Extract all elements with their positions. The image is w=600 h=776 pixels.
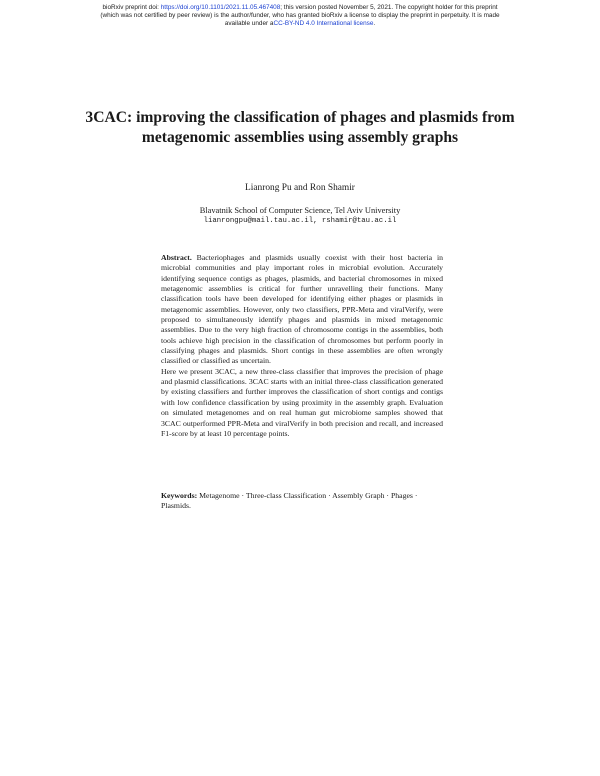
keywords-text: Metagenome · Three-class Classification · Assembly Graph · Phages · Plasmids. [161, 491, 418, 511]
affiliation: Blavatnik School of Computer Science, Tel Aviv University [199, 206, 401, 215]
paper-title: 3CAC: improving the classification of phages and plasmids from metagenomic assemblies using assembly graphs [85, 109, 515, 146]
abstract [161, 253, 443, 439]
preprint-banner [0, 4, 600, 28]
banner-prefix: bioRxiv preprint doi: [102, 4, 161, 11]
abstract-label: Abstract. [161, 253, 192, 262]
abstract-paragraph-1 [161, 253, 443, 367]
banner-middle: ; this version posted November 5, 2021. The copyright holder for this preprint [280, 4, 498, 11]
banner-line-3 [0, 20, 600, 28]
author-emails: lianrongpu@mail.tau.ac.il, rshamir@tau.ac.il [203, 217, 397, 225]
doi-link[interactable]: https://doi.org/10.1101/2021.11.05.467408 [160, 4, 281, 11]
banner-line-2: (which was not certified by peer review) is the author/funder, who has granted bioRxiv a license to display the preprint in perpetuity. It is made [100, 12, 500, 19]
keywords [161, 491, 443, 512]
authors: Lianrong Pu and Ron Shamir [245, 183, 355, 193]
abstract-text-1: Bacteriophages and plasmids usually coexist with their host bacteria in microbial communities and play important roles in microbial evolution. Accurately identifying sequence contigs as phages, plasmids, and bacterial chromosomes in mixed metagenomic assemblies is critical for further unravelling their functions. Many classification tools have been developed for identifying either phages or plasmids in metagenomic assemblies. However, only two classifiers, PPR-Meta and viralVerify, were proposed to simultaneously identify phages and plasmids in mixed metagenomic assemblies. Due to the very high fraction of chromosome contigs in the assemblies, both tools achieve high precision in the classification of chromosomes but perform poorly in classifying phages and plasmids. Short contigs in these assemblies are often wrongly classified or classified as uncertain. [161, 253, 443, 366]
abstract-paragraph-2: Here we present 3CAC, a new three-class classifier that improves the precision of phage and plasmid classifications. 3CAC starts with an initial three-class classification generated by existing classifiers and further improves the classification of short contigs and contigs with low confidence classification by using proximity in the assembly graph. Evaluation on simulated metagenomes and on real human gut microbiome samples showed that 3CAC outperformed PPR-Meta and viralVerify in both precision and recall, and increased F1-score by at least 10 percentage points. [161, 366, 443, 438]
banner-line3-suffix: . [373, 20, 376, 27]
banner-line3-prefix: available under a [224, 20, 274, 27]
license-link[interactable]: CC-BY-ND 4.0 International license [273, 20, 374, 27]
banner-line-1 [0, 4, 600, 12]
keywords-label: Keywords: [161, 491, 198, 500]
